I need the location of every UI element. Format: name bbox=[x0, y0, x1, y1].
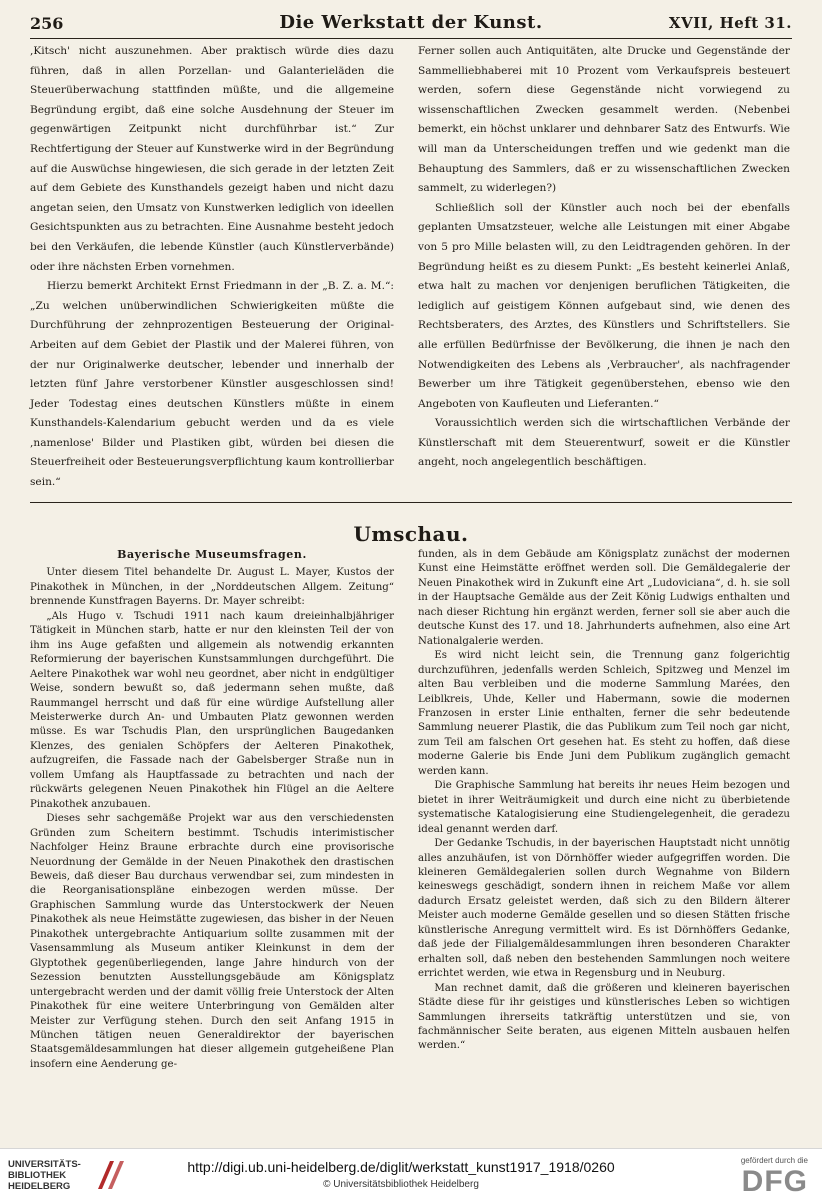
article-paragraph: „Als Hugo v. Tschudi 1911 nach kaum dreieinhalbjähriger Tätigkeit in München starb, hatte er nur den kleinsten Teil der von ihm ins Auge gefaßten und allgemein als notwendig erkannten Reformierung der bayerischen Kunstsammlungen durchgeführt. Die Aeltere Pinakothek war wohl neu geordnet, aber nicht in endgültiger Weise, sondern bewußt so, daß jedermann sehen mußte, daß Raummangel herrscht und daß für eine würdige Aufstellung aller Meisterwerke durch An- und Umbauten Platz gewonnen werden müsse. Es war Tschudis Plan, den ursprünglichen Baugedanken Klenzes, des genialen Schöpfers der Aelteren Pinakothek, aufzugreifen, die Fassade nach der Gabelsberger Straße nun in vollem Umfang als Hauptfassade zu betrachten und nach der rückwärts gelegenen Neuen Pinakothek hin Flügel an die Aeltere Pinakothek anzubauen. bbox=[30, 610, 394, 810]
section-title: Umschau. bbox=[353, 522, 469, 546]
article-paragraph: Es wird nicht leicht sein, die Trennung ganz folgerichtig durchzuführen, jedenfalls werden Schleich, Spitzweg und Menzel im alten Bau verbleiben und die moderne Sammlung Marées, den Leiblkreis, Uhde, Keller und Habermann, sowie die modernen Franzosen in erster Linie enthalten, ferner die sehr bedeutende Sammlung neuerer Plastik, die das Publikum zum Teil noch gar nicht, zum Teil am falschen Ort gesehen hat. Es steht zu hoffen, daß diese moderne Galerie bis Ende Juni dem Publikum zugänglich gemacht werden kann. bbox=[418, 650, 790, 777]
article-paragraph: Man rechnet damit, daß die größeren und kleineren bayerischen Städte diese für ihr geistiges und künstlerisches Leben so wichtigen Sammlungen ihrerseits tatkräftig unterstützen und sie, von fachmännischer Seite beraten, aus eigenen Mitteln ausbauen helfen werden.“ bbox=[418, 982, 790, 1052]
right-paragraph: Ferner sollen auch Antiquitäten, alte Drucke und Gegenstände der Sammelliebhaberei mit 10 Prozent vom Verkaufspreis besteuert werden, sofern diese Gegenstände nicht vorwiegend zu wissenschaftlichen Zwecken gesammelt werden. (Nebenbei bemerkt, ein höchst unklarer und dehnbarer Satz des Entwurfs. Wie will man da Unterscheidungen treffen und wie gedenkt man die Behauptung des Sammlers, daß er zu wissenschaftlichen Zwecken sammelt, zu widerlegen?) bbox=[418, 45, 790, 195]
journal-title: Die Werkstatt der Kunst. bbox=[279, 12, 543, 33]
right-paragraph: Schließlich soll der Künstler auch noch bei der ebenfalls geplanten Umsatzsteuer, welche alle Leistungen mit einer Abgabe von 5 pro Mille belasten will, zu den Leidtragenden gehören. In der Begründung heißt es zu diesem Punkt: „Es besteht keinerlei Anlaß, etwa halt zu machen vor denjenigen beruflichen Tätigkeiten, die lediglich auf geistigem Können aufgebaut sind, wie denen des Rechtsberaters, des Arztes, des Künstlers und Schriftstellers. Sie alle erfüllen Bedürfnisse der Bevölkerung, die ihnen je nach den Notwendigkeiten des Lebens als ,Verbraucher', als nachfragender Bewerber um ihre Tätigkeit gegenüberstehen, ebenso wie den Angeboten von Kaufleuten und Lieferanten.“ bbox=[418, 201, 790, 410]
left-paragraph: ,Kitsch' nicht auszunehmen. Aber praktisch würde dies dazu führen, daß in allen Porzellan- und Galanterieläden die Steuerüberwachung stattfinden müßte, und die allgemeine Begründung ergibt, daß eine solche Ausdehnung der Steuer im gegenwärtigen Zeitpunkt nicht durchführbar ist.“ Zur Rechtfertigung der Steuer auf Kunstwerke wird in der Begründung auf die Auswüchse hingewiesen, die sich gerade in der letzten Zeit auf dem Gebiete des Kunsthandels gezeigt haben und nicht dazu angetan seien, den Umsatz von Kunstwerken lediglich von ideellen Gesichtspunkten aus zu betrachten. Eine Ausnahme besteht jedoch bei den Verkäufen, die lebende Künstler (auch Künstlerverbände) oder ihre nächsten Erben vornehmen. bbox=[30, 45, 394, 273]
permalink-url[interactable]: http://digi.ub.uni-heidelberg.de/diglit/werkstatt_kunst1917_1918/0260 bbox=[187, 1159, 615, 1175]
article-paragraph: Die Graphische Sammlung hat bereits ihr neues Heim bezogen und bietet in ihrer Weiträumigkeit und durch eine nicht zu überbietende systematische Katalogisierung eine Studiengelegenheit, die geradezu ideal genannt werden darf. bbox=[418, 780, 790, 835]
section-rule bbox=[30, 502, 792, 503]
copyright-notice: © Universitätsbibliothek Heidelberg bbox=[323, 1179, 479, 1190]
article-paragraph: funden, als in dem Gebäude am Königsplatz zunächst der modernen Kunst eine Heimstätte eröffnet werden soll. Die Gemäldegalerie der Neuen Pinakothek wird in Zukunft eine Art „Ludoviciana“, d. h. sie soll in der Hauptsache Gemälde aus der Zeit König Ludwigs enthalten und nach dieser Richtung hin ergänzt werden, ferner soll sie aber auch die deutsche Kunst des 17. und 18. Jahrhunderts aufnehmen, also eine Art Nationalgalerie werden. bbox=[418, 549, 790, 647]
funding-note: gefördert durch die bbox=[740, 1156, 808, 1165]
article-paragraph: Unter diesem Titel behandelte Dr. August L. Mayer, Kustos der Pinakothek in München, in der „Norddeutschen Allgem. Zeitung“ brennende Kunstfragen Bayerns. Dr. Mayer schreibt: bbox=[30, 567, 394, 608]
left-column bbox=[30, 42, 394, 493]
running-header bbox=[30, 12, 792, 38]
library-logo-icon bbox=[94, 1157, 128, 1193]
article-paragraph: Dieses sehr sachgemäße Projekt war aus den verschiedensten Gründen zum Scheitern bestimmt. Tschudis interimistischer Nachfolger Heinz Braune erbrachte durch eine provisorische Neuordnung der Gemälde in der Neuen Pinakothek den drastischen Beweis, daß dieser Bau durchaus verwendbar sei, zum mindesten in die Reorganisationspläne einbezogen werden müsse. Der Graphischen Sammlung wurde das Unterstockwerk der Neuen Pinakothek als neue Heimstätte zugewiesen, das bisher in der Neuen Pinakothek untergebrachte Antiquarium sollte zusammen mit der Vasensammlung als Museum antiker Kleinkunst in dem der Glyptothek gegenüberliegenden, lange Jahre hindurch von der Sezession benutzten Ausstellungsgebäude am Königsplatz untergebracht werden und der damit völlig freie Unterstock der Alten Pinakothek für eine weitere Unterbringung von Gemälden alter Meister zur Verfügung stehen. Durch den seit Anfang 1915 in München tätigen neuen Generaldirektor der bayerischen Staatsgemäldesammlungen hat dieser allgemein gutgeheißene Plan insofern eine Aenderung ge- bbox=[30, 813, 394, 1070]
header-rule bbox=[30, 38, 792, 39]
page-number: 256 bbox=[30, 14, 64, 33]
library-line: HEIDELBERG bbox=[8, 1181, 71, 1192]
right-column bbox=[418, 42, 790, 473]
library-line: BIBLIOTHEK bbox=[8, 1170, 67, 1181]
article-right-column bbox=[418, 548, 790, 1054]
dfg-logo: DFG bbox=[741, 1165, 808, 1198]
article-paragraph: Der Gedanke Tschudis, in der bayerischen Hauptstadt nicht unnötig alles anzuhäufen, ist von Dörnhöffer wieder aufgegriffen worden. Die kleineren Gemäldegalerien sollen durch Wegnahme von Bildern keineswegs geschädigt, sondern ihnen in reichem Maße vor allem dadurch Ersatz geleistet werden, daß sich zu den Bildern älterer Meister auch moderne Gemälde gesellen und so diesen Stätten frische künstlerische Anregung vermittelt wird. Es ist Dörnhöffers Gedanke, daß jede der Filialgemäldesammlungen ihren besonderen Charakter erhalten soll, daß neben den bestehenden Sammlungen noch weitere errichtet werden, wie etwa in Regensburg und in Neuburg. bbox=[418, 838, 790, 980]
right-paragraph: Voraussichtlich werden sich die wirtschaftlichen Verbände der Künstlerschaft mit dem Steuerentwurf, soweit er die Künstler angeht, noch angelegentlich beschäftigen. bbox=[418, 417, 790, 469]
article-heading: Bayerische Museumsfragen. bbox=[117, 548, 307, 561]
article-left-column bbox=[30, 548, 394, 1072]
library-line: UNIVERSITÄTS- bbox=[8, 1159, 81, 1170]
issue-label: XVII, Heft 31. bbox=[668, 14, 792, 32]
viewer-footer bbox=[0, 1148, 822, 1202]
left-paragraph: Hierzu bemerkt Architekt Ernst Friedmann in der „B. Z. a. M.“: „Zu welchen unüberwindlichen Schwierigkeiten müßte die Durchführung der zehnprozentigen Besteuerung der Original-Arbeiten auf dem Gebiet der Plastik und der Malerei führen, von der nur Originalwerke deutscher, lebender und innerhalb der letzten fünf Jahre verstorbener Künstler ausgeschlossen sind! Jeder Todestag eines deutschen Künstlers müßte in einem Kunsthandels-Kalendarium gebucht werden und da es viele ,namenlose' Bilder und Plastiken gibt, würden bei diesen die Steuerfreiheit oder Besteuerungsverpflichtung kaum kontrollierbar sein.“ bbox=[30, 280, 394, 489]
library-logo-text bbox=[8, 1159, 81, 1192]
